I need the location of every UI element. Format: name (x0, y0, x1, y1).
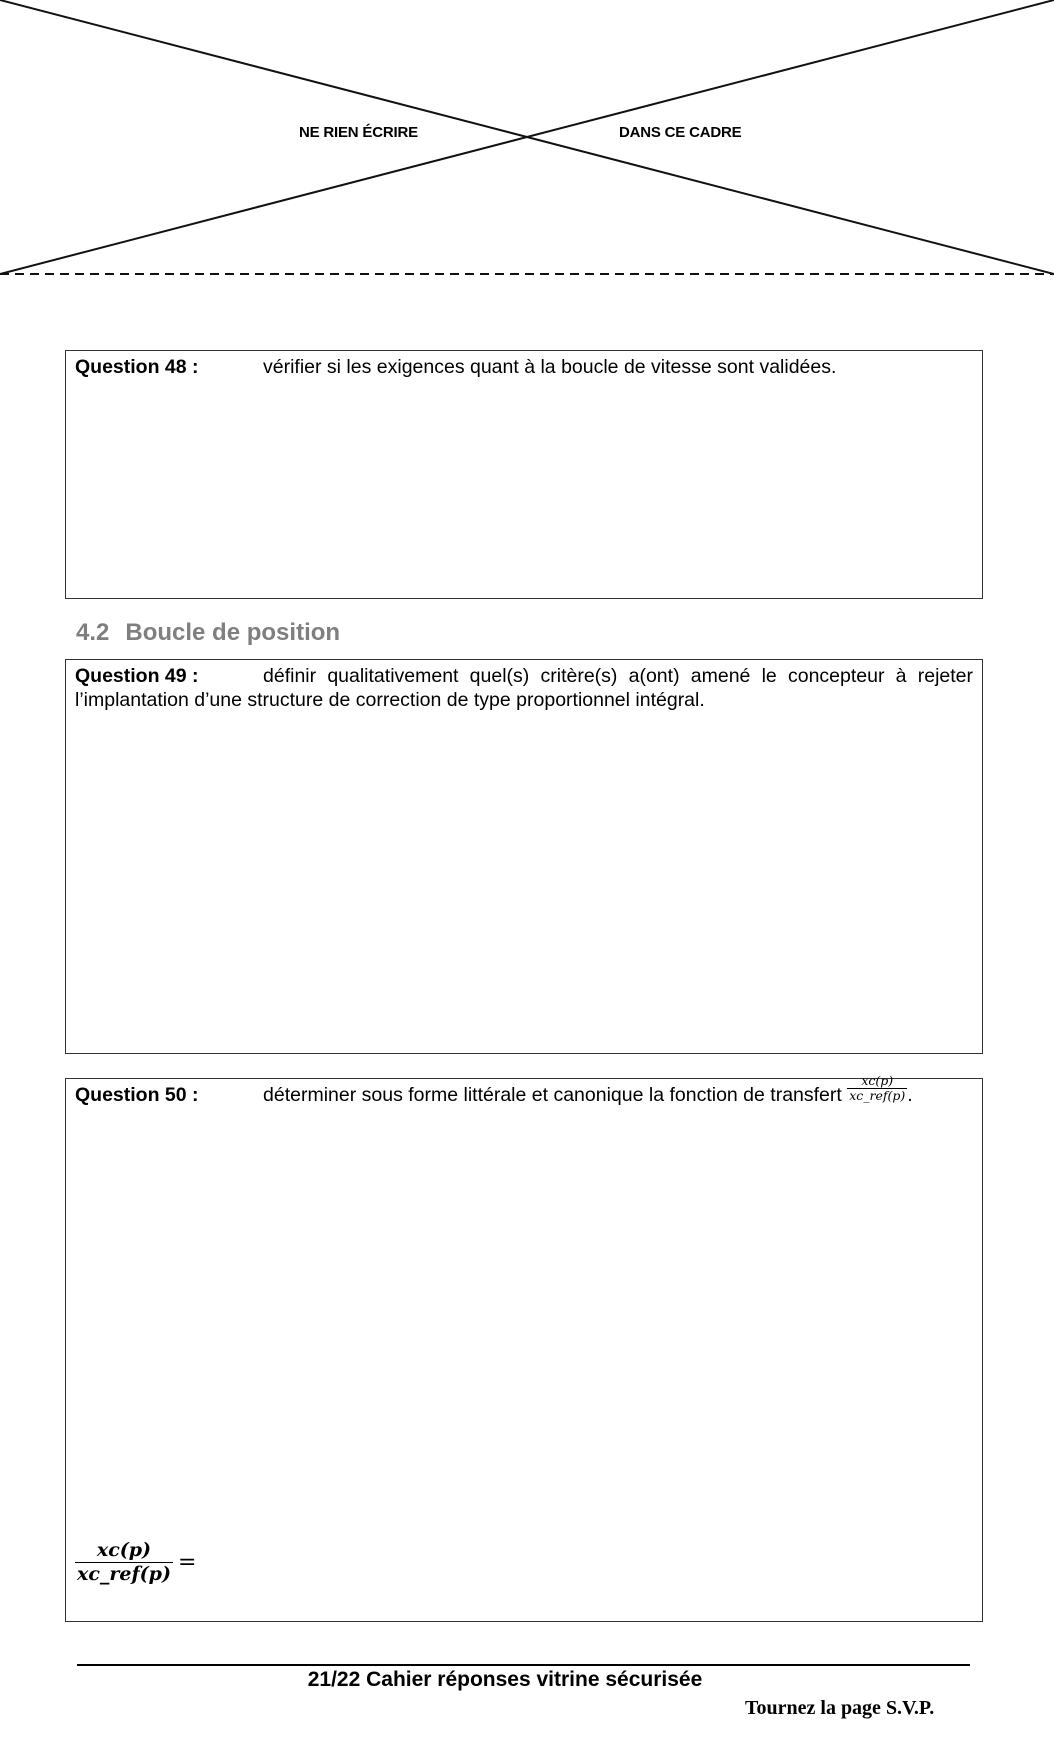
fraction-trailing-dot: . (907, 1084, 913, 1106)
answer-fraction (75, 1539, 173, 1586)
question-48-answer-box[interactable] (65, 350, 983, 599)
no-write-cross (0, 0, 1054, 280)
question-49-prompt (75, 664, 973, 712)
question-50-text: déterminer sous forme littérale et canonique la fonction de transfert (263, 1084, 842, 1106)
answer-numerator: xc(p) (96, 1539, 152, 1561)
turn-page-note: Tournez la page S.V.P. (745, 1697, 935, 1719)
question-49-text: définir qualitativement quel(s) critère(s) a(ont) amené le concepteur à rejeter l’implantation d’une structure de correction de type proportionnel intégral. (75, 665, 973, 711)
question-50-prompt (75, 1073, 973, 1107)
section-title: Boucle de position (125, 619, 341, 646)
question-49-label: Question 49 : (75, 665, 199, 687)
question-49-answer-box[interactable] (65, 659, 983, 1054)
answer-denominator: xc_ref(p) (77, 1563, 171, 1585)
no-write-zone (0, 0, 1054, 280)
no-write-right-text: DANS CE CADRE (619, 124, 742, 141)
transfer-function-fraction (847, 1074, 907, 1103)
question-48-text: vérifier si les exigences quant à la boucle de vitesse sont validées. (263, 356, 837, 378)
footer-rule (77, 1664, 970, 1666)
question-50-answer-line (75, 1539, 196, 1586)
question-48-label: Question 48 : (75, 356, 199, 378)
answer-equals-sign: = (177, 1550, 197, 1575)
fraction-denominator: xc_ref(p) (849, 1088, 906, 1104)
question-50-answer-box[interactable] (65, 1073, 983, 1622)
no-write-left-text: NE RIEN ÉCRIRE (299, 124, 418, 141)
question-48-prompt (75, 355, 973, 379)
fraction-numerator: xc(p) (861, 1073, 894, 1089)
section-heading (76, 619, 340, 647)
section-number: 4.2 (76, 619, 110, 646)
footer-title: 21/22 Cahier réponses vitrine sécurisée (307, 1668, 703, 1691)
question-50-label: Question 50 : (75, 1084, 199, 1106)
